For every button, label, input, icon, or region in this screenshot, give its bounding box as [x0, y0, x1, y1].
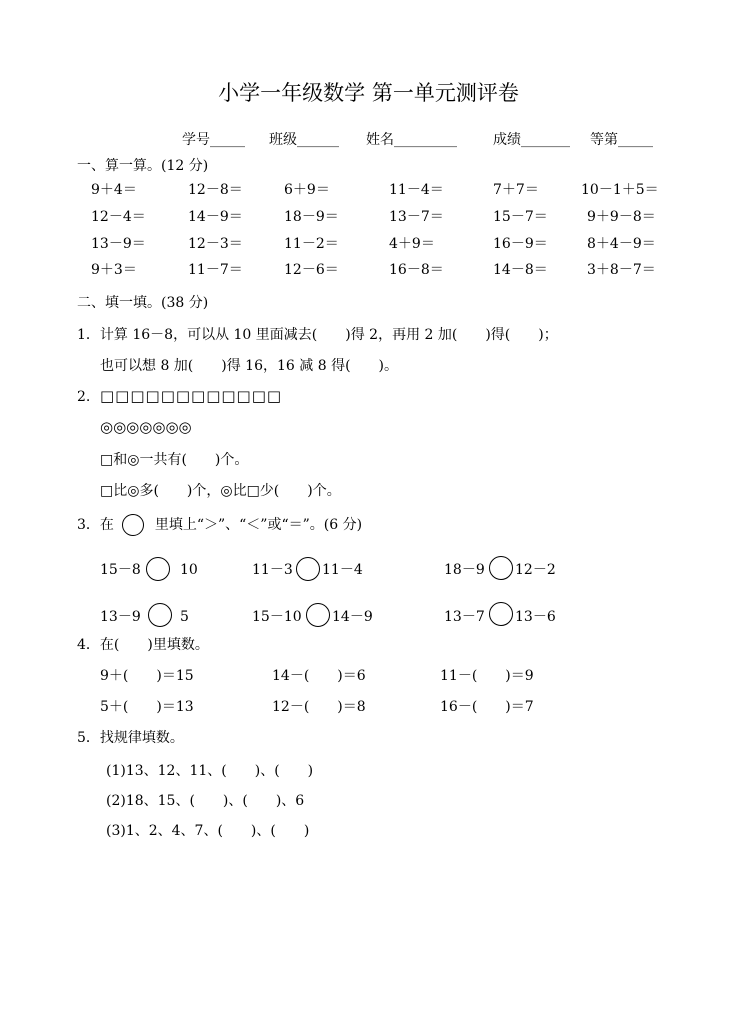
compare-circle[interactable] — [489, 556, 513, 580]
name-field: 姓名_________ — [366, 132, 457, 148]
pattern-item: (2)18、15、( )、( )、6 — [106, 793, 305, 809]
calc-item: 13－7＝ — [389, 209, 444, 225]
compare-right: 13－6 — [515, 609, 556, 625]
compare-left: 11－3 — [252, 562, 293, 578]
compare-left: 13－9 — [100, 609, 141, 625]
compare-circle[interactable] — [146, 557, 170, 581]
calc-item: 8＋4－9＝ — [587, 236, 656, 252]
fill-item: 14－( )＝6 — [272, 668, 366, 684]
compare-left: 18－9 — [444, 562, 485, 578]
q1-line2: 也可以想 8 加( )得 16，16 减 8 得( )。 — [100, 358, 398, 374]
q3-suffix: 里填上“＞”、“＜”或“＝”。(6 分) — [154, 517, 363, 533]
q2-line4: □比◎多( )个，◎比□少( )个。 — [100, 483, 341, 499]
compare-right: 14－9 — [332, 609, 373, 625]
compare-right: 10 — [180, 562, 198, 578]
calc-item: 15－7＝ — [493, 209, 548, 225]
calc-item: 13－9＝ — [91, 236, 146, 252]
student-number-field: 学号_____ — [182, 132, 245, 148]
calc-item: 10－1＋5＝ — [581, 182, 659, 198]
compare-left: 15－8 — [100, 562, 141, 578]
calc-item: 11－2＝ — [284, 236, 339, 252]
compare-right: 11－4 — [322, 562, 363, 578]
compare-right: 5 — [180, 609, 189, 625]
compare-circle[interactable] — [306, 603, 330, 627]
fill-item: 9＋( )＝15 — [100, 668, 194, 684]
q1-line1: 1．计算 16－8，可以从 10 里面减去( )得 2，再用 2 加( )得( )； — [77, 327, 558, 343]
fill-item: 12－( )＝8 — [272, 699, 366, 715]
calc-item: 12－6＝ — [284, 262, 339, 278]
calc-item: 9＋3＝ — [91, 262, 137, 278]
calc-item: 16－8＝ — [389, 262, 444, 278]
compare-circle[interactable] — [489, 602, 513, 626]
fill-item: 11－( )＝9 — [440, 668, 534, 684]
page-title: 小学一年级数学 第一单元测评卷 — [218, 81, 519, 105]
pattern-item: (3)1、2、4、7、( )、( ) — [106, 823, 310, 839]
calc-item: 11－7＝ — [188, 262, 243, 278]
calc-item: 18－9＝ — [284, 209, 339, 225]
q2-circles: ◎◎◎◎◎◎◎ — [100, 418, 192, 436]
q3-prefix: 3．在 — [77, 517, 114, 533]
calc-item: 4＋9＝ — [389, 236, 435, 252]
calc-item: 11－4＝ — [389, 182, 444, 198]
section1-heading: 一、算一算。(12 分) — [77, 158, 209, 174]
calc-item: 6＋9＝ — [284, 182, 330, 198]
compare-right: 12－2 — [515, 562, 556, 578]
q5-heading: 5．找规律填数。 — [77, 730, 184, 746]
compare-left: 15－10 — [252, 609, 302, 625]
calc-item: 12－4＝ — [91, 209, 146, 225]
score-field: 成绩_______ — [493, 132, 570, 148]
class-field: 班级______ — [269, 132, 339, 148]
calc-item: 9＋9－8＝ — [587, 209, 656, 225]
q3-heading — [77, 514, 362, 536]
fill-item: 16－( )＝7 — [440, 699, 534, 715]
calc-item: 16－9＝ — [493, 236, 548, 252]
q2-line3: □和◎一共有( )个。 — [100, 452, 249, 468]
pattern-item: (1)13、12、11、( )、( ) — [106, 763, 314, 779]
calc-item: 7＋7＝ — [493, 182, 539, 198]
calc-item: 14－8＝ — [493, 262, 548, 278]
q2-number: 2. — [77, 389, 91, 405]
grade-field: 等第_____ — [590, 132, 653, 148]
q2-squares: □□□□□□□□□□□□ — [100, 387, 283, 405]
compare-circle[interactable] — [148, 603, 172, 627]
calc-item: 9＋4＝ — [91, 182, 137, 198]
calc-item: 14－9＝ — [188, 209, 243, 225]
compare-circle[interactable] — [296, 557, 320, 581]
blank-circle-icon — [122, 514, 144, 536]
calc-item: 12－8＝ — [188, 182, 243, 198]
compare-left: 13－7 — [444, 609, 485, 625]
calc-item: 12－3＝ — [188, 236, 243, 252]
section2-heading: 二、填一填。(38 分) — [77, 295, 209, 311]
fill-item: 5＋( )＝13 — [100, 699, 194, 715]
q4-heading: 4．在( )里填数。 — [77, 637, 209, 653]
calc-item: 3＋8－7＝ — [587, 262, 656, 278]
